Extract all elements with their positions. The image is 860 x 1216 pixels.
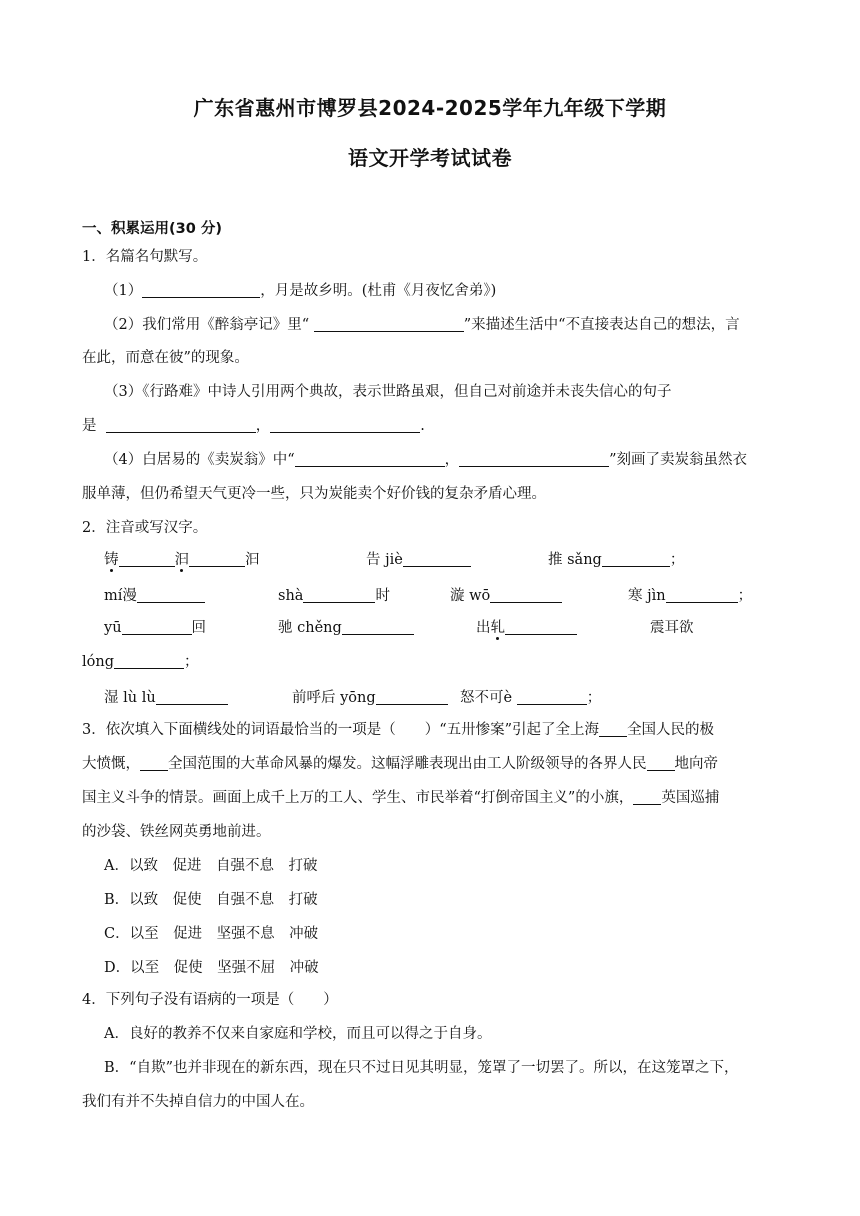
answer-blank[interactable] — [602, 551, 670, 567]
answer-blank[interactable] — [599, 721, 627, 737]
pinyin-item: 推 sǎng ； — [548, 552, 685, 568]
q1-item-1: （1） ，月是故乡明。(杜甫《月夜忆舍弟》) — [104, 283, 497, 299]
q3-stem-cont: 的沙袋、铁丝网英勇地前进。 — [82, 824, 271, 840]
pinyin-item: 怒不可è ； — [460, 690, 602, 706]
answer-blank[interactable] — [314, 316, 464, 332]
answer-blank[interactable] — [140, 755, 168, 771]
exam-title: 广东省惠州市博罗县2024-2025学年九年级下学期 — [193, 96, 667, 120]
answer-blank[interactable] — [459, 451, 609, 467]
pinyin-item: 出轧 — [476, 617, 577, 639]
pinyin-item: shà 时 — [278, 588, 390, 604]
answer-blank[interactable] — [342, 619, 414, 635]
answer-blank[interactable] — [403, 551, 471, 567]
pinyin-item: 寒 jìn ； — [628, 588, 753, 604]
pinyin-item: 前呼后 yōng — [292, 687, 448, 709]
q1-item-3: （3）《行路难》中诗人引用两个典故，表示世路虽艰，但自己对前途并未丧失信心的句子 — [104, 384, 672, 400]
q2-stem: 2．注音或写汉字。 — [82, 520, 208, 536]
q1-item-3-cont: 是 ， . — [82, 418, 425, 434]
answer-blank[interactable] — [666, 587, 738, 603]
q3-stem-cont: 国主义斗争的情景。画面上成千上万的工人、学生、市民举着“打倒帝国主义”的小旗， 英国巡捕 — [82, 790, 720, 806]
q1-stem: 1．名篇名句默写。 — [82, 249, 208, 265]
exam-subtitle: 语文开学考试试卷 — [348, 146, 512, 170]
q3-option-b[interactable]: B．以致 促使 自强不息 打破 — [104, 892, 318, 908]
q4-stem: 4．下列句子没有语病的一项是（ ） — [82, 992, 338, 1008]
answer-blank[interactable] — [270, 417, 420, 433]
q1-item-2-cont: 在此，而意在彼”的现象。 — [82, 350, 249, 366]
answer-blank[interactable] — [295, 451, 445, 467]
answer-blank[interactable] — [122, 619, 192, 635]
answer-blank[interactable] — [303, 587, 375, 603]
q3-option-c[interactable]: C．以至 促进 坚强不息 冲破 — [104, 926, 319, 942]
section-heading: 一、积累运用(30 分) — [82, 221, 222, 237]
q3-option-a[interactable]: A．以致 促进 自强不息 打破 — [104, 858, 318, 874]
q4-option-b-cont: 我们有并不失掉自信力的中国人在。 — [82, 1094, 314, 1110]
q3-stem: 3．依次填入下面横线处的词语最恰当的一项是（ ）“五卅惨案”引起了全上海 全国人民的极 — [82, 722, 715, 738]
pinyin-item: 告 jiè — [366, 549, 471, 571]
answer-blank[interactable] — [142, 282, 260, 298]
answer-blank[interactable] — [189, 551, 245, 567]
pinyin-item: 铸 汩 汩 — [104, 552, 260, 568]
q4-option-b[interactable]: B．“自欺”也并非现在的新东西，现在只不过日见其明显，笼罩了一切罢了。所以，在这笼罩之下， — [104, 1060, 739, 1076]
q1-item-4-cont: 服单薄，但仍希望天气更冷一些，只为炭能卖个好价钱的复杂矛盾心理。 — [82, 486, 546, 502]
pinyin-item: lóng ； — [82, 654, 199, 670]
answer-blank[interactable] — [517, 689, 587, 705]
answer-blank[interactable] — [633, 789, 661, 805]
q3-option-d[interactable]: D．以至 促使 坚强不屈 冲破 — [104, 960, 319, 976]
q4-option-a[interactable]: A．良好的教养不仅来自家庭和学校，而且可以得之于自身。 — [104, 1026, 492, 1042]
pinyin-item: 漩 wō — [450, 585, 562, 607]
answer-blank[interactable] — [114, 653, 184, 669]
pinyin-item: 湿 lù lù — [104, 687, 228, 709]
answer-blank[interactable] — [490, 587, 562, 603]
q3-stem-cont: 大愤慨， 全国范围的大革命风暴的爆发。这幅浮雕表现出由工人阶级领导的各界人民 地向帝 — [82, 756, 718, 772]
answer-blank[interactable] — [106, 417, 256, 433]
answer-blank[interactable] — [647, 755, 675, 771]
answer-blank[interactable] — [137, 587, 205, 603]
answer-blank[interactable] — [156, 689, 228, 705]
pinyin-item: mí漫 — [104, 585, 205, 607]
pinyin-item: 震耳欲 — [650, 620, 694, 636]
q1-item-2: （2）我们常用《醉翁亭记》里“ ”来描述生活中“不直接表达自己的想法，言 — [104, 317, 740, 333]
answer-blank[interactable] — [376, 689, 448, 705]
q1-item-4: （4）白居易的《卖炭翁》中“ ， ”刻画了卖炭翁虽然衣 — [104, 452, 748, 468]
answer-blank[interactable] — [119, 551, 175, 567]
pinyin-item: yū 回 — [104, 620, 207, 636]
answer-blank[interactable] — [505, 619, 577, 635]
pinyin-item: 驰 chěng — [278, 617, 414, 639]
